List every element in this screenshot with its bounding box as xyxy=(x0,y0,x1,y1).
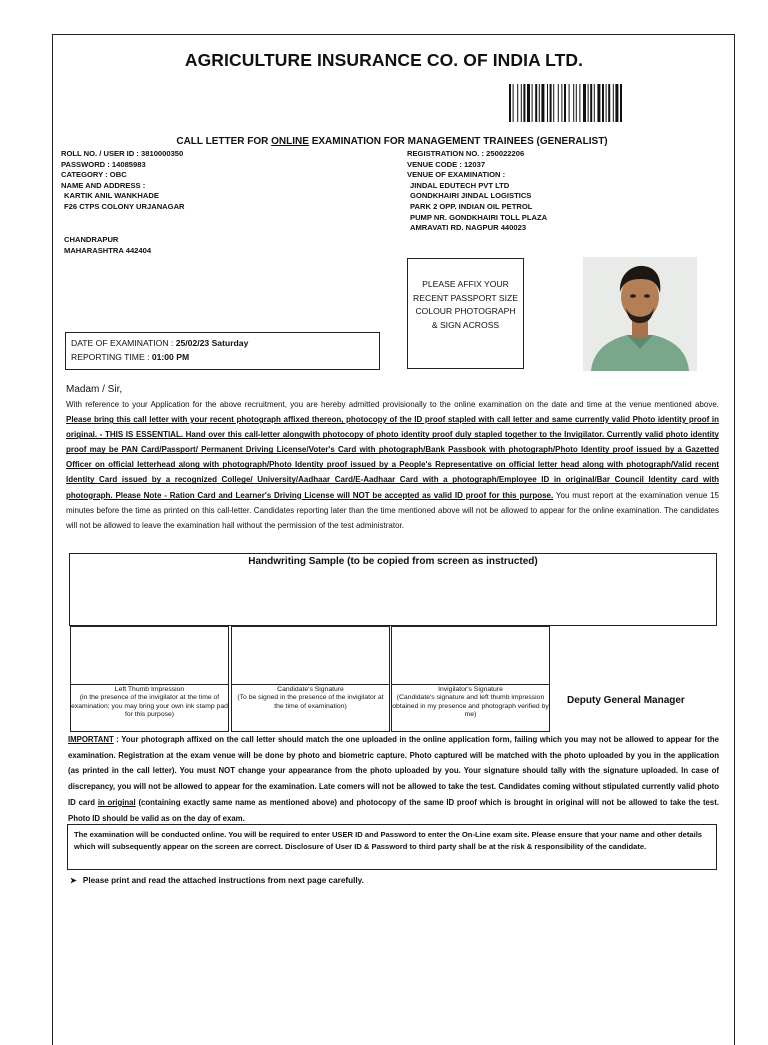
letter-body xyxy=(66,397,719,533)
photo-box-text: PLEASE AFFIX YOUR xyxy=(422,279,509,289)
exam-date-row xyxy=(71,338,248,348)
venue-code: VENUE CODE : 12037 xyxy=(407,159,486,169)
photo-box-text: & SIGN ACROSS xyxy=(431,319,500,330)
barcode-bar xyxy=(541,84,544,122)
salutation: Madam / Sir, xyxy=(66,384,123,395)
registration-details xyxy=(407,149,547,234)
deputy-general-manager: Deputy General Manager xyxy=(567,695,685,706)
barcode-bar xyxy=(535,84,537,122)
important-text: : Your photograph affixed on the call letter should match the one uploaded in the online application form, failing which you may not be allowed to appear for the examination. Registration at the exam venue will be done by photo and biometric capture. Photo captured will be matched with the photo uploaded by you in the application (as printed in the call letter). You must NOT change your appearance from the photo uploaded by you. Your signature should tally with the signature uploaded. In case of discrepancy, you will not be allowed to appear for the examination. Late comers will not be allowed to take the test. Candidates coming without stipulated currently valid photo ID card xyxy=(68,735,719,807)
exam-schedule-box xyxy=(65,332,380,370)
print-instructions xyxy=(70,875,364,885)
password: PASSWORD : 14085983 xyxy=(61,159,146,169)
barcode-bar xyxy=(509,84,511,122)
barcode-bar xyxy=(608,84,610,122)
reporting-time-value: 01:00 PM xyxy=(151,352,190,362)
reporting-time-row xyxy=(71,352,189,362)
thumb-note: (in the presence of the invigilator at the time of examination; you may bring your own ink stamp pad for this purpose) xyxy=(71,694,228,718)
city: CHANDRAPUR xyxy=(64,235,119,244)
barcode-bar xyxy=(602,84,604,122)
online-exam-note: The examination will be conducted online. You will be required to enter USER ID and Password to enter the On-Line exam site. Please ensure that your name and other details which will subsequently appear on the screen are correct. Disclosure of User ID & Password to third party shall be at the risk & responsibility of the candidate. xyxy=(74,830,703,852)
barcode-bar xyxy=(550,84,552,122)
barcode-bar xyxy=(606,84,607,122)
barcode xyxy=(509,84,685,122)
venue-label: VENUE OF EXAMINATION : xyxy=(407,170,506,180)
name-address-label: NAME AND ADDRESS : xyxy=(61,180,146,190)
body-reporting: You must report at the examination venue 15 minutes before the time as printed on this call-letter. Candidates reporting later than the time mentioned above will not be allowed to appear for the online examination. The candidates will not be allowed to leave the examination hall without the permission of the test administrator. xyxy=(66,490,719,530)
barcode-bar xyxy=(539,84,540,122)
barcode-bar xyxy=(613,84,614,122)
candidate-name: KARTIK ANIL WANKHADE xyxy=(64,191,159,201)
photo-affix-box xyxy=(407,258,524,369)
barcode-bar xyxy=(527,84,530,122)
exam-date-value: 25/02/23 Saturday xyxy=(175,338,249,348)
handwriting-title: Handwriting Sample (to be copied from screen as instructed) xyxy=(248,556,538,567)
barcode-bar xyxy=(590,84,592,122)
address-line: F26 CTPS COLONY URJANAGAR xyxy=(64,201,185,211)
subtitle-part: EXAMINATION FOR MANAGEMENT TRAINEES (GENERALIST) xyxy=(308,136,608,147)
print-instructions-text: Please print and read the attached instructions from next page carefully. xyxy=(82,876,364,885)
barcode-bar xyxy=(564,84,566,122)
online-exam-note-box xyxy=(67,824,717,870)
barcode-bar xyxy=(532,84,533,122)
barcode-bar xyxy=(553,84,554,122)
important-text: (containing exactly same name as mentioned above) and photocopy of the same ID proof which is brought in original will not be allowed to take the test. Photo ID should be valid as on the day of exam. xyxy=(68,797,719,823)
handwriting-sample-box xyxy=(69,553,717,626)
candidate-details xyxy=(61,149,185,213)
id-proof-instructions: Please bring this call letter with your recent photograph affixed thereon, photocopy of the ID proof stapled with call letter and same currently valid Photo identity proof in original. - THIS IS ESSENTIAL. Hand over this call-letter alongwith photocopy of photo identity proof duly stapled together to the Invigilator. Currently valid photo identity proof may be PAN Card/Passport/ Permanent Driving License/Voter's Card with photograph/Bank Passbook with photograph/Photo Identity proof issued by a Gazetted Officer on official letterhead along with photograph/Photo Identity proof issued by a People's Representative on official letter head along with photograph/Valid recent Identity Card issued by a recognized College/ University/Aadhaar Card/E-Aadhaar Card with a photograph/Employee ID in original/Bar Council Identity card with photograph. Please Note - Ration Card and Learner's Driving License will NOT be accepted as valid ID proof for this purpose. xyxy=(66,415,719,500)
in-original: in original xyxy=(97,797,136,807)
barcode-bar xyxy=(523,84,525,122)
state-pin: MAHARASHTRA 442404 xyxy=(64,245,152,255)
barcode-bar xyxy=(517,84,518,122)
barcode-bar xyxy=(513,84,514,122)
barcode-bar xyxy=(576,84,577,122)
registration-number: REGISTRATION NO. : 250022206 xyxy=(407,149,525,158)
photo-box-text: RECENT PASSPORT SIZE xyxy=(413,292,518,303)
invigilator-sig-title: Invigilator's Signature xyxy=(438,686,503,693)
barcode-bar xyxy=(569,84,570,122)
arrow-icon: ➤ xyxy=(70,876,77,885)
barcode-bar xyxy=(594,84,595,122)
category: CATEGORY : OBC xyxy=(61,170,127,180)
candidate-sig-title: Candidate's Signature xyxy=(277,686,344,693)
reporting-time-label: REPORTING TIME : xyxy=(71,352,152,362)
barcode-bar xyxy=(597,84,600,122)
invigilator-sig-note: (Candidate's signature and left thumb impression obtained in my presence and photograph verified by me) xyxy=(392,694,549,718)
barcode-bar xyxy=(583,84,586,122)
venue-line: PARK 2 OPP. INDIAN OIL PETROL xyxy=(410,201,533,211)
exam-date-label: DATE OF EXAMINATION : xyxy=(71,338,176,348)
venue-line: GONDKHAIRI JINDAL LOGISTICS xyxy=(410,191,532,201)
barcode-bar xyxy=(558,84,559,122)
candidate-signature-box xyxy=(231,626,390,732)
candidate-sig-note: (To be signed in the presence of the invigilator at the time of examination) xyxy=(237,694,384,710)
photo-box-text: COLOUR PHOTOGRAPH xyxy=(415,306,516,316)
venue-line: AMRAVATI RD. NAGPUR 440023 xyxy=(410,223,527,233)
company-title: AGRICULTURE INSURANCE CO. OF INDIA LTD. xyxy=(184,50,584,70)
important-notice xyxy=(68,732,719,826)
barcode-bar xyxy=(573,84,574,122)
important-label: IMPORTANT xyxy=(68,735,114,744)
invigilator-signature-box xyxy=(391,626,550,732)
thumb-title: Left Thumb Impression xyxy=(114,686,185,693)
barcode-bar xyxy=(521,84,522,122)
candidate-photograph xyxy=(583,257,697,371)
venue-line: JINDAL EDUTECH PVT LTD xyxy=(410,180,510,190)
venue-line: PUMP NR. GONDKHAIRI TOLL PLAZA xyxy=(410,212,548,222)
barcode-bar xyxy=(579,84,580,122)
barcode-bar xyxy=(620,84,622,122)
barcode-bar xyxy=(615,84,618,122)
barcode-bar xyxy=(588,84,589,122)
candidate-city xyxy=(64,235,151,256)
barcode-bar xyxy=(561,84,562,122)
left-thumb-box xyxy=(70,626,229,732)
subtitle-online: ONLINE xyxy=(271,136,309,147)
body-intro: With reference to your Application for the above recruitment, you are hereby admitted provisionally to the online examination on the date and time at the venue mentioned above. xyxy=(66,400,719,409)
barcode-bar xyxy=(547,84,548,122)
roll-number: ROLL NO. / USER ID : 3810000350 xyxy=(61,149,184,158)
call-letter-subtitle xyxy=(0,136,768,147)
subtitle-part: CALL LETTER FOR xyxy=(176,136,272,147)
